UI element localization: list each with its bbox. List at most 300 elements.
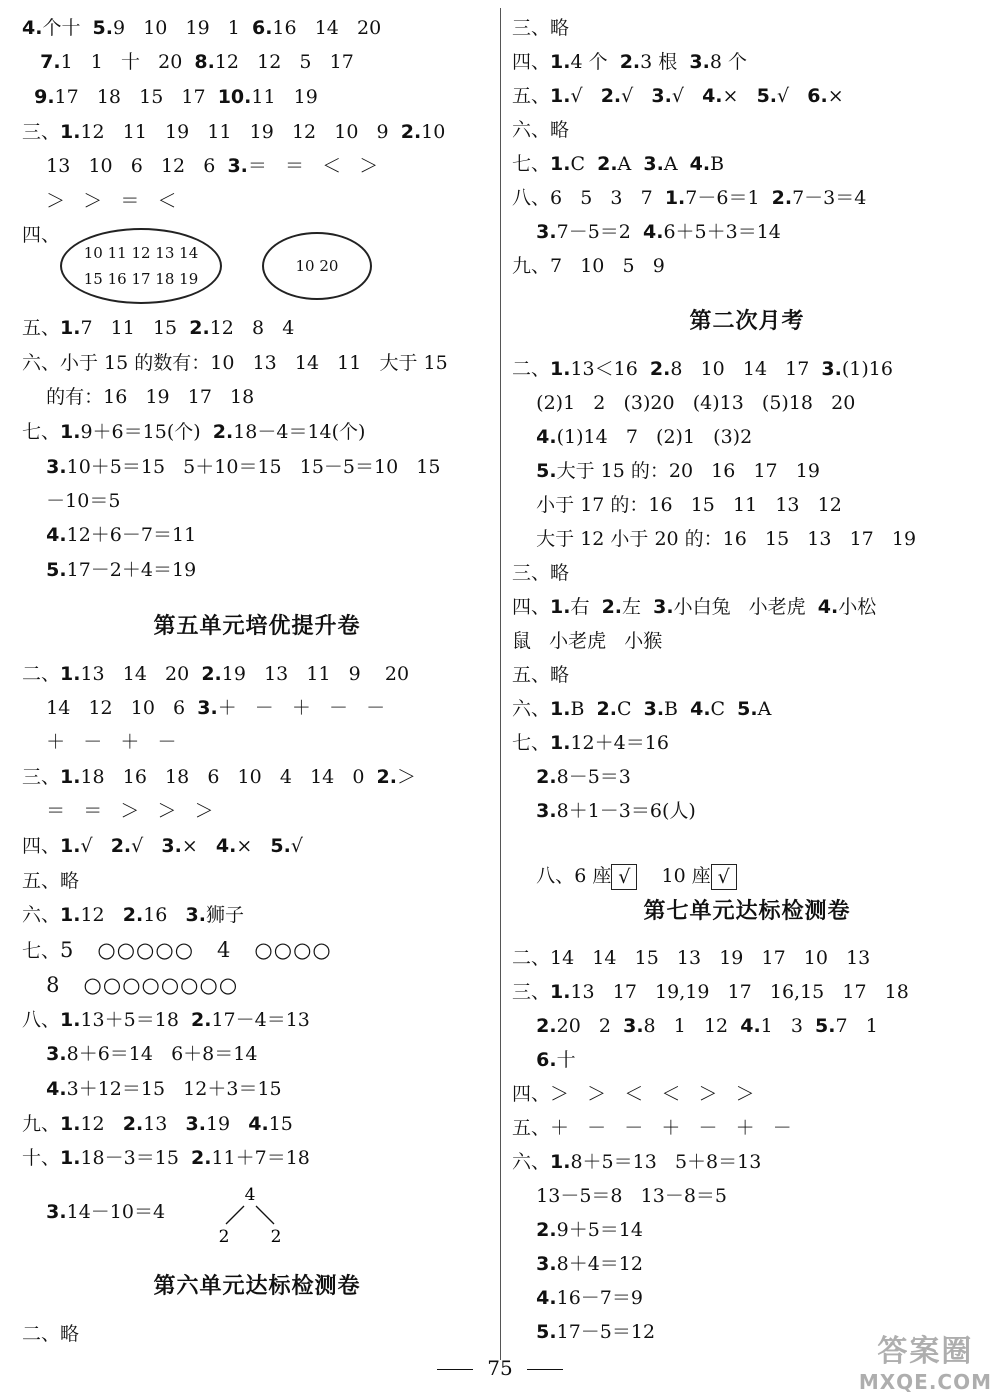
answer-text: 12 8 4: [209, 317, 295, 339]
item-number: 3.: [46, 1201, 67, 1223]
answer-text: 8 ○○○○○○○○: [46, 973, 239, 997]
item-number: 4.: [642, 221, 664, 243]
item-number: 7.: [40, 51, 61, 73]
answer-text: ＝ ＝ ＞ ＞ ＞: [46, 800, 214, 822]
answer-text: 狮子: [205, 904, 244, 926]
item-number: 2.: [201, 663, 222, 685]
answer-line: [22, 730, 177, 754]
answer-text: 18－4＝14(个): [233, 421, 366, 443]
item-number: 3.: [536, 221, 557, 243]
item-number: 5.: [815, 1015, 836, 1037]
answer-line: [512, 799, 696, 823]
answer-line: [22, 1146, 310, 1170]
ellipse2-text: 10 20: [295, 257, 339, 275]
answer-text: √: [80, 835, 111, 857]
answer-text: 14－10＝4: [66, 1201, 166, 1223]
item-number: 3.: [821, 358, 842, 380]
item-number: 2.: [600, 85, 622, 107]
answer-text: ×: [236, 835, 271, 857]
line-prefix: [512, 800, 536, 822]
column-divider: [500, 8, 501, 1360]
line-prefix: [22, 490, 46, 512]
answer-text: 12: [80, 1113, 123, 1135]
line-prefix: 二、: [512, 947, 551, 969]
answer-line: [512, 1218, 643, 1242]
line-prefix: 七、: [512, 153, 551, 175]
answer-line: [22, 558, 196, 582]
answer-text: (1)14 7 (2)1 (3)2: [556, 426, 753, 448]
line-prefix: 五、: [512, 1117, 551, 1139]
answer-line: [22, 662, 409, 686]
item-number: 4.: [702, 85, 723, 107]
answer-line: [22, 420, 365, 444]
answer-text: 小白兔 小老虎: [673, 596, 818, 618]
answer-text: A: [617, 153, 644, 175]
item-number: 5.: [756, 85, 778, 107]
answer-text: ＞ ＞ ＝ ＜: [46, 190, 177, 212]
answer-text: ×: [181, 835, 216, 857]
answer-line: [512, 118, 569, 142]
item-number: 1.: [60, 663, 81, 685]
item-number: 2.: [191, 1147, 212, 1169]
answer-text: 8＋6＝14 6＋8＝14: [66, 1043, 258, 1065]
answer-text: 18－3＝15: [80, 1147, 191, 1169]
answer-text: 8＋1－3＝6(人): [556, 800, 696, 822]
answer-line: [22, 189, 177, 213]
item-number: 4.: [740, 1015, 761, 1037]
line-prefix: 二、: [22, 1323, 61, 1345]
answer-text: 19 13 11 9 20: [221, 663, 410, 685]
answer-line: [512, 629, 662, 653]
answer-text: 6 5 3 7: [550, 187, 665, 209]
line-prefix: [22, 524, 46, 546]
line-prefix: 五、: [22, 317, 61, 339]
answer-line: [22, 938, 332, 963]
item-number: 2.: [189, 317, 210, 339]
line-prefix: 三、: [512, 981, 551, 1003]
line-prefix: [512, 221, 536, 243]
answer-line: [512, 1014, 878, 1038]
item-number: 2.: [536, 766, 557, 788]
item-number: 1.: [60, 317, 81, 339]
item-number: 4.: [46, 524, 67, 546]
item-number: 9.: [34, 86, 55, 108]
answer-line: [512, 152, 724, 176]
answer-line: [22, 120, 445, 144]
answer-text: 18 16 18 6 10 4 14 0: [80, 766, 377, 788]
dash-right: [527, 1369, 563, 1370]
answer-line: [22, 869, 79, 893]
answer-text: 16: [143, 904, 186, 926]
answer-line: [512, 527, 916, 551]
answer-text: 12 11 19 11 19 12 10 9: [80, 121, 401, 143]
item-number: 6.: [807, 85, 828, 107]
answer-text: 7 11 15: [80, 317, 190, 339]
item-number: 1.: [550, 85, 571, 107]
answer-text: 20 2: [556, 1015, 624, 1037]
answer-text: 13: [143, 1113, 186, 1135]
answer-text: A: [757, 698, 772, 720]
line-prefix: [512, 1321, 536, 1343]
answer-line: [512, 1252, 643, 1276]
item-number: 3.: [536, 800, 557, 822]
item-number: 4.: [46, 1078, 67, 1100]
answer-line: [512, 186, 866, 210]
answer-line: [22, 455, 440, 479]
tree-top: 4: [244, 1185, 256, 1205]
answer-text: 3＋12＝15 12＋3＝15: [66, 1078, 282, 1100]
answer-line: [22, 154, 378, 178]
answer-text: 13＋5＝18: [80, 1009, 191, 1031]
answer-text: (1)16: [841, 358, 893, 380]
line-prefix: 六、: [512, 698, 551, 720]
answer-text: 12＋4＝16: [570, 732, 669, 754]
answer-text: 十: [556, 1049, 576, 1071]
item-number: 2.: [536, 1219, 557, 1241]
item-number: 4.: [690, 698, 711, 720]
item-number: 3.: [651, 85, 672, 107]
answer-text: 12＋6－7＝11: [66, 524, 197, 546]
answer-text: B: [570, 698, 597, 720]
line-prefix: 二、: [22, 663, 61, 685]
ellipse-row-1: 10 11 12 13 14: [83, 244, 199, 262]
answer-text: 15: [268, 1113, 293, 1135]
answer-line: [512, 980, 909, 1004]
answer-line: [22, 85, 318, 109]
line-prefix: 三、: [22, 121, 61, 143]
answer-text: C: [710, 698, 738, 720]
number-split-tree: [210, 1184, 290, 1246]
line-prefix: 五、: [512, 85, 551, 107]
item-number: 2.: [771, 187, 793, 209]
line-prefix: [512, 1015, 536, 1037]
answer-text: 个十: [42, 17, 93, 39]
answer-text: 14 14 15 13 19 17 10 13: [550, 947, 871, 969]
item-number: 3.: [689, 51, 710, 73]
answer-text: ＋ － － ＋ － ＋ －: [550, 1117, 792, 1139]
item-number: 1.: [60, 904, 81, 926]
watermark-big: 答案圈: [877, 1334, 974, 1369]
item-number: 2.: [649, 358, 671, 380]
answer-text: 11 19: [251, 86, 318, 108]
line-prefix: 二、: [512, 358, 551, 380]
answer-line: [22, 1200, 165, 1224]
item-number: 5.: [536, 1321, 557, 1343]
answer-text: 13 14 20: [80, 663, 202, 685]
answer-text: 14 12 10 6: [46, 697, 198, 719]
answer-text: 9＋5＝14: [556, 1219, 643, 1241]
answer-line: [22, 351, 448, 375]
answer-line: [22, 489, 120, 513]
answer-text: B: [664, 698, 691, 720]
line-prefix: [22, 155, 46, 177]
answer-text: 8＋4＝12: [556, 1253, 643, 1275]
item-number: 3.: [185, 1113, 206, 1135]
answer-text: 8－5＝3: [556, 766, 631, 788]
answer-line: [22, 799, 214, 823]
watermark-logo: [859, 1326, 992, 1394]
section-title-second-monthly-exam: 第二次月考: [689, 309, 805, 334]
ellipse-row-2: 15 16 17 18 19: [83, 270, 199, 288]
answer-text: ×: [827, 85, 844, 107]
answer-line: [512, 425, 752, 449]
answer-line: [22, 16, 381, 40]
answer-text: ＞ ＞ ＜ ＜ ＞ ＞: [550, 1083, 755, 1105]
item-number: 1.: [60, 1147, 81, 1169]
line-prefix: 七、: [512, 732, 551, 754]
item-number: 2.: [376, 766, 397, 788]
line-prefix: 六、: [512, 1151, 551, 1173]
item-number: 2.: [601, 596, 623, 618]
item-number: 3.: [185, 904, 206, 926]
line-prefix: 六、: [22, 904, 61, 926]
answer-text: C: [616, 698, 644, 720]
line-prefix: [22, 386, 46, 408]
answer-text: 4 个: [570, 51, 620, 73]
answer-text: 11＋7＝18: [211, 1147, 310, 1169]
line-prefix: [22, 51, 40, 73]
answer-line: [512, 254, 665, 278]
answer-text: 右: [570, 596, 602, 618]
item-number: 6.: [251, 17, 273, 39]
answer-text: 略: [550, 119, 570, 141]
item-number: 5.: [46, 559, 67, 581]
answer-text: 略: [550, 664, 570, 686]
answer-text: 16－7＝9: [556, 1287, 643, 1309]
line-prefix: [22, 456, 46, 478]
page-number-area: [0, 1356, 1000, 1380]
answer-line: [512, 493, 842, 517]
answer-text: B: [710, 153, 725, 175]
item-number: 1.: [60, 121, 81, 143]
answer-text: 9＋6＝15(个): [80, 421, 213, 443]
line-prefix: [22, 559, 46, 581]
line-prefix: 三、: [22, 766, 61, 788]
answer-line: [512, 1320, 655, 1344]
item-number: 1.: [60, 835, 81, 857]
answer-line: [512, 1286, 643, 1310]
section-title-unit5: 第五单元培优提升卷: [153, 614, 361, 639]
answer-text: －10＝5: [46, 490, 121, 512]
line-prefix: [512, 426, 536, 448]
item-number: 5.: [536, 460, 557, 482]
line-prefix: 四、: [22, 224, 61, 246]
answer-text: 左: [622, 596, 654, 618]
checkbox-6-seat: √: [611, 864, 637, 890]
item-number: 4.: [536, 1287, 557, 1309]
line-prefix: 五、: [22, 870, 61, 892]
line-prefix: 十、: [22, 1147, 61, 1169]
line-prefix: 三、: [512, 17, 551, 39]
item-number: 3.: [227, 155, 248, 177]
answer-line: [512, 697, 771, 721]
line-prefix: [22, 800, 46, 822]
line-prefix: 六、: [512, 119, 551, 141]
line-prefix: [512, 1219, 536, 1241]
item-number: 1.: [60, 1113, 81, 1135]
line-prefix: 七、: [22, 421, 61, 443]
item-number: 2.: [122, 904, 144, 926]
answer-text: 8＋5＝13 5＋8＝13: [570, 1151, 762, 1173]
line-prefix: [512, 1185, 536, 1207]
answer-text: 小于 17 的：16 15 11 13 12: [536, 494, 842, 516]
answer-line: [22, 834, 303, 858]
answer-text: 10: [421, 121, 446, 143]
item-number: 6.: [536, 1049, 557, 1071]
answer-text: 略: [550, 17, 570, 39]
line-prefix: 八、: [536, 865, 575, 887]
line-prefix: [512, 460, 536, 482]
line-prefix: 五、: [512, 664, 551, 686]
answer-text: 13－5＝8 13－8＝5: [536, 1185, 727, 1207]
answer-text: 12 12 5 17: [214, 51, 354, 73]
line-prefix: 八、: [512, 187, 551, 209]
answer-line: [512, 220, 781, 244]
line-prefix: 八、: [22, 1009, 61, 1031]
item-number: 2.: [596, 698, 617, 720]
answer-text: 1 1 十 20: [60, 51, 195, 73]
answer-line: [22, 523, 196, 547]
line-prefix: 六、: [22, 352, 61, 374]
answer-line: [512, 1116, 792, 1140]
answer-text: ＝ ＝ ＜ ＞: [247, 155, 379, 177]
item-number: 3.: [161, 835, 182, 857]
answer-line: [512, 1150, 761, 1174]
answer-text: 17－4＝13: [211, 1009, 310, 1031]
line-prefix: [22, 975, 46, 997]
line-prefix: [22, 86, 34, 108]
tree-branch-right: [256, 1206, 274, 1224]
line-prefix: [22, 1201, 46, 1223]
item-number: 3.: [536, 1253, 557, 1275]
answer-text: 略: [550, 562, 570, 584]
answer-text: 13＜16: [570, 358, 650, 380]
line-prefix: [512, 392, 536, 414]
answer-text: ＋ － ＋ －: [46, 731, 177, 753]
number-ellipse-2: [262, 232, 372, 300]
answer-text: 13 17 19,19 17 16,15 17 18: [570, 981, 909, 1003]
line-prefix: [22, 697, 46, 719]
item-number: 2.: [110, 835, 132, 857]
answer-line: [512, 1048, 576, 1072]
item-number: 1.: [60, 1009, 81, 1031]
item-number: 1.: [550, 596, 571, 618]
answer-line: [22, 765, 416, 789]
answer-line: [512, 946, 870, 970]
answer-text: √: [290, 835, 303, 857]
item-number: 2.: [536, 1015, 557, 1037]
answer-text: √: [570, 85, 601, 107]
line-prefix: [22, 1043, 46, 1065]
page-number: 75: [487, 1356, 513, 1380]
item-number: 4.: [248, 1113, 269, 1135]
answer-text: 13 10 6 12 6: [46, 155, 228, 177]
answer-text: 7－5＝2: [556, 221, 643, 243]
line-prefix: [512, 1049, 536, 1071]
answer-line: [22, 1008, 310, 1032]
tree-right: 2: [270, 1227, 282, 1246]
answer-text: 大于 15 的：20 16 17 19: [556, 460, 820, 482]
item-number: 2.: [122, 1113, 144, 1135]
answer-line: [22, 1077, 282, 1101]
answer-text: C: [570, 153, 598, 175]
line-prefix: 四、: [512, 1083, 551, 1105]
answer-line: [22, 1322, 79, 1346]
answer-text: 7－6＝1: [685, 187, 772, 209]
answer-line: [512, 16, 569, 40]
item-number: 1.: [550, 1151, 571, 1173]
item-number: 3.: [197, 697, 218, 719]
answer-line: [512, 1082, 755, 1106]
answer-line: [22, 1042, 257, 1066]
line-prefix: [512, 766, 536, 788]
line-prefix: 三、: [512, 562, 551, 584]
item-number: 3.: [643, 153, 664, 175]
answer-line: [22, 223, 60, 247]
item-number: 1.: [550, 358, 571, 380]
answer-text: ＋ － ＋ － －: [217, 697, 386, 719]
answer-text: 小于 15 的数有：10 13 14 11 大于 15: [60, 352, 448, 374]
answer-text: 7 10 5 9: [550, 255, 665, 277]
item-number: 5.: [270, 835, 291, 857]
seat-6: 6 座: [574, 865, 612, 887]
item-number: 3.: [46, 1043, 67, 1065]
answer-line: [512, 84, 844, 108]
answer-line: [22, 1112, 293, 1136]
section-title-unit7: 第七单元达标检测卷: [643, 899, 851, 924]
answer-line: [22, 50, 354, 74]
answer-text: 8 10 14 17: [670, 358, 822, 380]
line-prefix: 九、: [512, 255, 551, 277]
answer-text: 10＋5＝15 5＋10＝15 15－5＝10 15: [66, 456, 441, 478]
answer-text: 3 根: [640, 51, 690, 73]
line-prefix: 九、: [22, 1113, 61, 1135]
item-number: 1.: [550, 698, 571, 720]
checkbox-10-seat: √: [711, 864, 737, 890]
item-number: 4.: [22, 17, 43, 39]
answer-line: [22, 696, 385, 720]
line-prefix: 四、: [512, 51, 551, 73]
line-prefix: [512, 1287, 536, 1309]
item-number: 2.: [191, 1009, 212, 1031]
answer-text: 6＋5＋3＝14: [663, 221, 781, 243]
item-number: 3.: [46, 456, 67, 478]
answer-line: [512, 357, 893, 381]
answer-text: ×: [722, 85, 757, 107]
item-number: 4.: [817, 596, 839, 618]
tree-left: 2: [218, 1227, 230, 1246]
answer-text: 12: [80, 904, 123, 926]
number-ellipse-1: [60, 228, 222, 304]
line-prefix: [22, 731, 46, 753]
item-number: 2.: [597, 153, 618, 175]
item-number: 3.: [643, 698, 665, 720]
answer-line: [512, 50, 747, 74]
answer-line: [512, 731, 669, 755]
answer-text: 19: [205, 1113, 249, 1135]
watermark-small: MXQE.COM: [858, 1370, 992, 1394]
item-number: 5.: [92, 17, 113, 39]
answer-line: [22, 903, 244, 927]
line-prefix: 四、: [22, 835, 61, 857]
answer-text: 鼠 小老虎 小猴: [512, 630, 663, 652]
answer-line: [512, 595, 876, 619]
item-number: 1.: [550, 732, 571, 754]
answer-line: [512, 1184, 727, 1208]
line-prefix: [22, 1078, 46, 1100]
dash-left: [437, 1369, 473, 1370]
answer-text: 17 18 15 17: [54, 86, 218, 108]
